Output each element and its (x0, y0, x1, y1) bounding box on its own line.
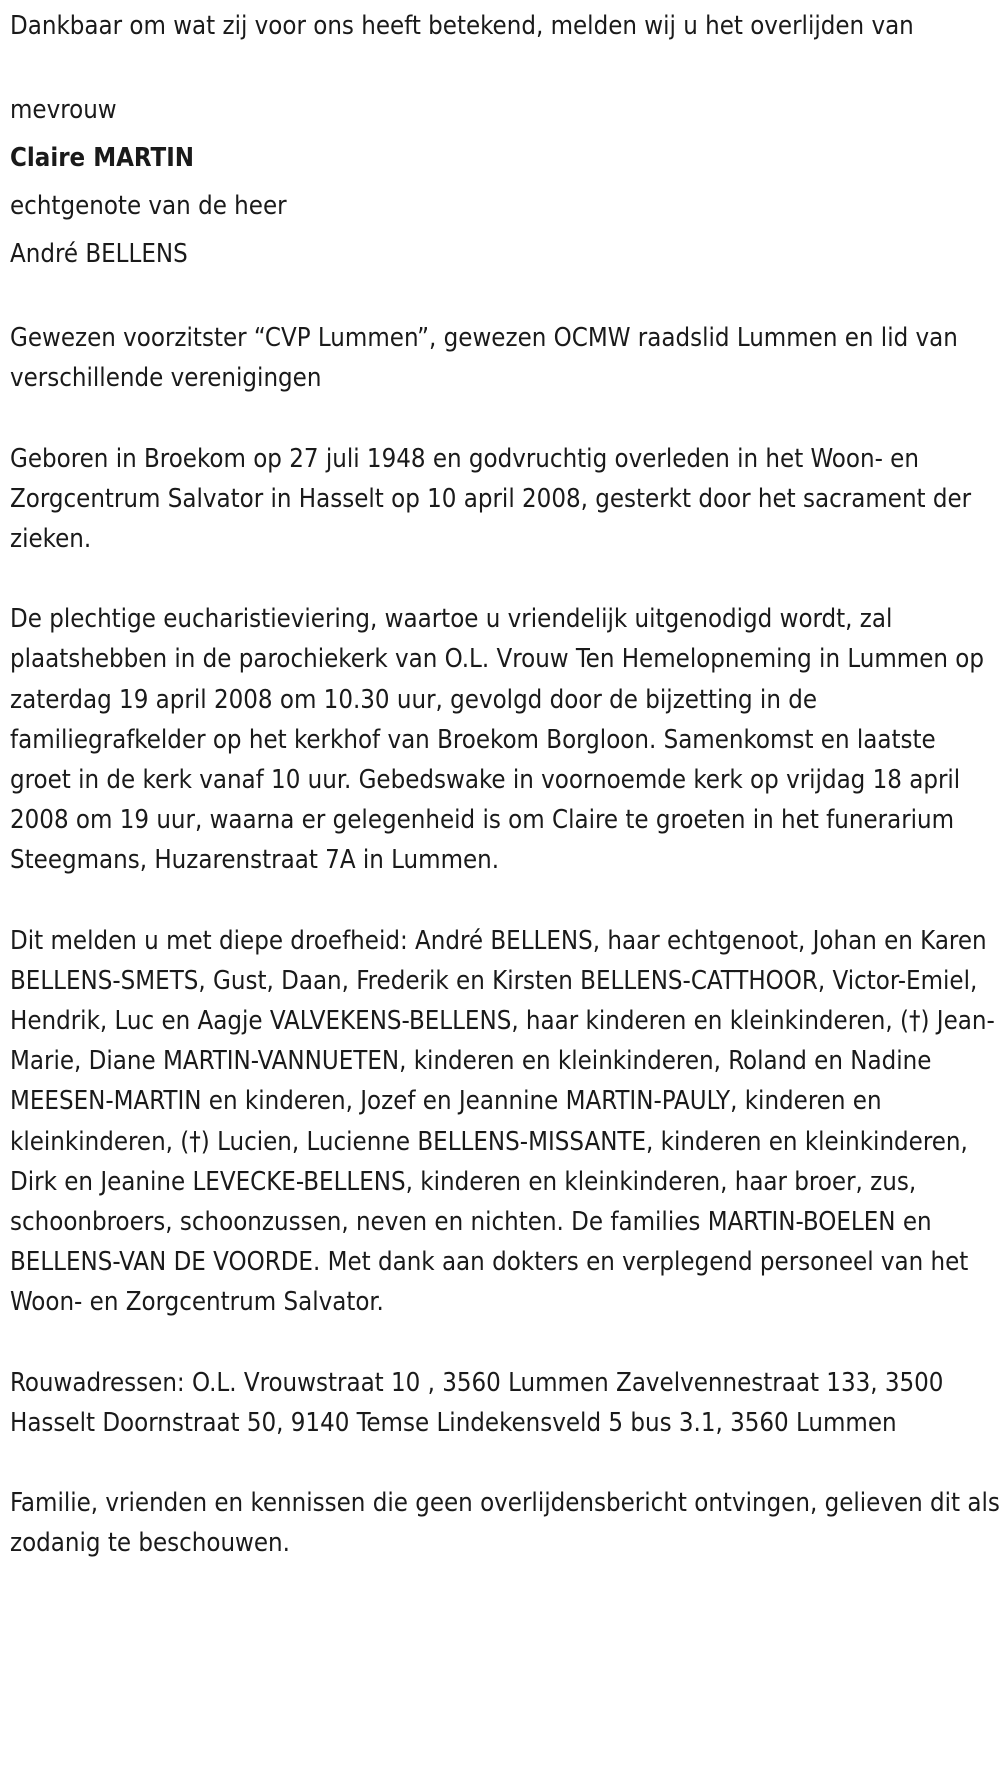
salutation: mevrouw (10, 95, 117, 126)
mourners-text: Dit melden u met diepe droefheid: André BELLENS, haar echtgenoot, Johan en Karen BELLENS-SMETS, Gust, Daan, Frederik en Kirsten BELLENS-CATTHOOR, Victor-Emiel, Hendrik, Luc en Aagje VALVEKENS-BELLENS, haar kinderen en kleinkinderen, (†) Jean-Marie, Diane MARTIN-VANNUETEN, kinderen en kleinkinderen, Roland en Nadine MEESEN-MARTIN en kinderen, Jozef en Jeannine MARTIN-PAULY, kinderen en kleinkinderen, (†) Lucien, Lucienne BELLENS-MISSANTE, kinderen en kleinkinderen, Dirk en Jeanine LEVECKE-BELLENS, kinderen en kleinkinderen, haar broer, zus, schoonbroers, schoonzussen, neven en nichten. De families MARTIN-BOELEN en BELLENS-VAN DE VOORDE. Met dank aan dokters en verplegend personeel van het Woon- en Zorgcentrum Salvator. (10, 925, 995, 1318)
intro-text: Dankbaar om wat zij voor ons heeft betekend, melden wij u het overlijden van (10, 11, 914, 41)
addresses-text: Rouwadressen: O.L. Vrouwstraat 10 , 3560 Lummen Zavelvennestraat 133, 3500 Hasselt Doornstraat 50, 9140 Temse Lindekensveld 5 bus 3.1, 3560 Lummen (10, 1367, 944, 1438)
death-notice (10, 6, 1000, 1563)
closing-text: Familie, vrienden en kennissen die geen overlijdensbericht ontvingen, gelieven dit als zodanig te beschouwen. (10, 1488, 1000, 1559)
deceased-name: Claire MARTIN (10, 143, 195, 174)
biography-text: Gewezen voorzitster “CVP Lummen”, gewezen OCMW raadslid Lummen en lid van verschillende verenigingen (10, 323, 958, 394)
ceremony-text: De plechtige eucharistieviering, waartoe u vriendelijk uitgenodigd wordt, zal plaatshebben in de parochiekerk van O.L. Vrouw Ten Hemelopneming in Lummen op zaterdag 19 april 2008 om 10.30 uur, gevolgd door de bijzetting in de familiegrafkelder op het kerkhof van Broekom Borgloon. Samenkomst en laatste groet in de kerk vanaf 10 uur. Gebedswake in voornoemde kerk op vrijdag 18 april 2008 om 19 uur, waarna er gelegenheid is om Claire te groeten in het funerarium Steegmans, Huzarenstraat 7A in Lummen. (10, 604, 984, 876)
spouse-name: André BELLENS (10, 239, 188, 270)
relation-text: echtgenote van de heer (10, 191, 287, 222)
birth-death-text: Geboren in Broekom op 27 juli 1948 en godvruchtig overleden in het Woon- en Zorgcentrum Salvator in Hasselt op 10 april 2008, gesterkt door het sacrament der zieken. (10, 443, 972, 555)
